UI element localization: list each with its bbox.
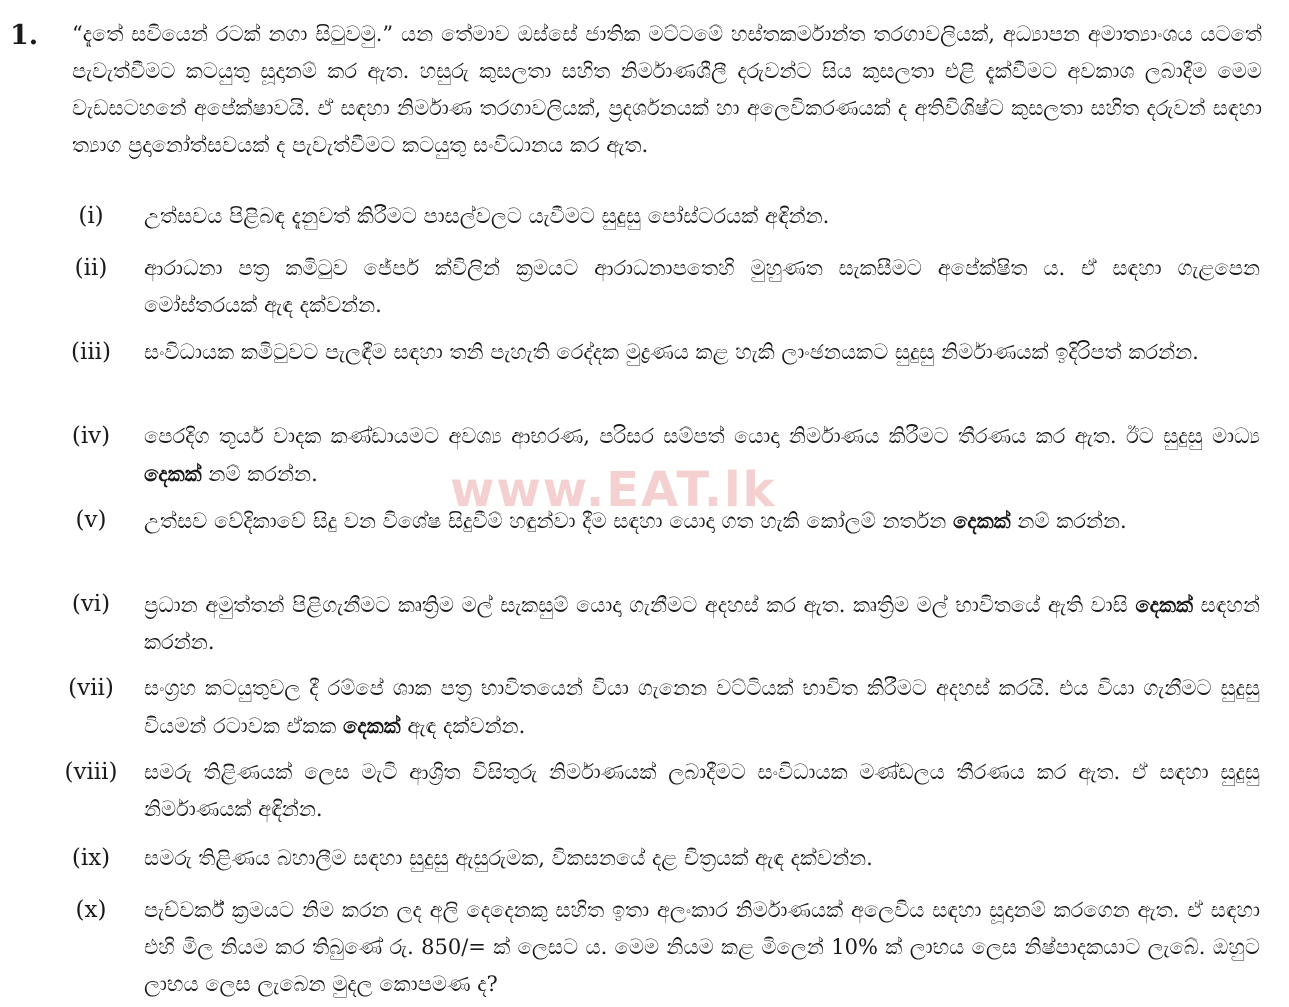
text-part: සඳහන් කරන්න.	[144, 593, 1260, 654]
text-part: උත්සව වේදිකාවේ සිදු වන විශේෂ සිදුවීම් හඳුන්වා දීම සඳහා යොදා ගත හැකි කෝලම් නර්තන	[144, 509, 953, 533]
sub-question-label: (i)	[78, 203, 104, 229]
text-part: නම් කරන්න.	[1010, 509, 1127, 533]
text-part: සංග්‍රහ කටයුතුවල දී රම්පේ ශාක පත්‍ර භාවිතයෙන් වියා ගැනෙන වට්ටියක් භාවිත කිරීමට අදහස් කරයි. එය වියා ගැනීමට සුදුසු වියමන් රටාවක ඒකක	[144, 676, 1260, 738]
sub-question-text: පැච්වර්ක් ක්‍රමයට නිම කරන ලද අලි දෙදෙනකු සහිත ඉතා අලංකාර නිර්මාණයක් අලෙවිය සඳහා සූදානම් කරගෙන ඇත. ඒ සඳහා එහි මිල නියම කර තිබුණේ රු. 850/= ක් ලෙසට ය. මෙම නියම කළ මිලෙන් 10% ක් ලාභය ලෙස නිෂ්පාදකයාට ලැබේ. ඔහුට ලාභය ලෙස ලැබෙන මුදල කොපමණ ද?	[144, 898, 1260, 996]
emphasis: දෙකක්	[343, 713, 401, 738]
sub-question-label: (iii)	[70, 339, 111, 365]
sub-question-text: සංවිධායක කමිටුවට පැලඳීම සඳහා තනි පැහැති රෙද්දක මුද්‍රණය කළ හැකි ලාංඡනයකට සුදුසු නිර්මාණයක් ඉදිරිපත් කරන්න.	[144, 340, 1199, 364]
emphasis: දෙකක්	[952, 508, 1011, 533]
sub-question-text: ආරාධනා පත්‍ර කමිටුව ජේපර් ක්විලින් ක්‍රමයට ආරාධනාපතෙහි මුහුණත සැකසීමට අපේක්ෂිත ය. ඒ සඳහා ගැළපෙන මෝස්තරයක් ඇඳ දක්වන්න.	[144, 256, 1260, 317]
sub-question-label: (ii)	[74, 255, 108, 281]
sub-question-label: (vi)	[71, 591, 111, 617]
sub-question-text: උත්සවය පිළිබඳ දැනුවත් කිරීමට පාසල්වලට යැවීමට සුදුසු පෝස්ටරයක් අඳින්න.	[144, 204, 830, 228]
sub-question-text	[144, 586, 1260, 661]
question-intro: “දැතේ සවියෙන් රටක් නගා සිටුවමු.” යන තේමාව ඔස්සේ ජාතික මට්ටමේ හස්තකර්මාන්ත තරගාවලියක්, අධ්‍යාපන අමාත්‍යාංශය යටතේ පැවැත්වීමට කටයුතු සූදානම් කර ඇත. හසුරු කුසලතා සහිත නිර්මාණශීලී දරුවන්ට සිය කුසලතා එළි දැක්වීමට අවකාශ ලබාදීම මෙම වැඩසටහනේ අපේක්ෂාවයි. ඒ සඳහා නිර්මාණ තරගාවලියක්, ප්‍රදර්ශනයක් හා අලෙවිකරණයක් ද අතිවිශිෂ්ට කුසලතා සහිත දරුවන් සඳහා ත්‍යාග ප්‍රදානෝත්සවයක් ද පැවැත්වීමට කටයුතු සංවිධානය කර ඇත.	[72, 22, 1262, 157]
text-part: ප්‍රධාන අමුත්තන් පිළිගැනීමට කෘත්‍රිම මල් සැකසුම් යොදා ගැනීමට අදහස් කර ඇත. කෘත්‍රිම මල් භාවිතයේ ඇති වාසි	[144, 593, 1136, 617]
text-part: ඇඳ දක්වන්න.	[400, 714, 526, 738]
sub-question-label: (ix)	[71, 845, 111, 871]
text-part: පෙරදිග තූර්ය වාදක කණ්ඩායමට අවශ්‍ය ආභරණ, පරිසර සම්පත් යොදා නිර්මාණය කිරීමට තීරණය කර ඇත. ඊට සුදුසු මාධ්‍ය	[144, 424, 1260, 448]
sub-question-text: සමරු තිළිණය බහාලීම සඳහා සුදුසු ඇසුරුමක, විකසනයේ දළ චිත්‍රයක් ඇඳ දක්වන්න.	[144, 846, 873, 870]
sub-question-label: (viii)	[64, 759, 118, 785]
sub-question-text: සමරු තිළිණයක් ලෙස මැටි ආශ්‍රිත විසිතුරු නිර්මාණයක් ලබාදීමට සංවිධායක මණ්ඩලය තීරණය කර ඇත. ඒ සඳහා සුදුසු නිර්මාණයක් අඳින්න.	[144, 760, 1260, 821]
sub-question-label: (x)	[75, 897, 107, 923]
sub-question-label: (vii)	[68, 675, 114, 701]
question-number: 1.	[10, 20, 39, 51]
sub-question-text	[144, 418, 1260, 493]
text-part: නම් කරන්න.	[201, 462, 318, 486]
emphasis: දෙකක්	[1135, 592, 1194, 617]
emphasis: දෙකක්	[144, 461, 202, 486]
watermark: www.EAT.lk	[450, 462, 777, 518]
sub-question-text	[144, 502, 1260, 540]
sub-question-label: (iv)	[71, 423, 111, 449]
sub-question-label: (v)	[75, 507, 107, 533]
sub-question-text	[144, 670, 1260, 745]
